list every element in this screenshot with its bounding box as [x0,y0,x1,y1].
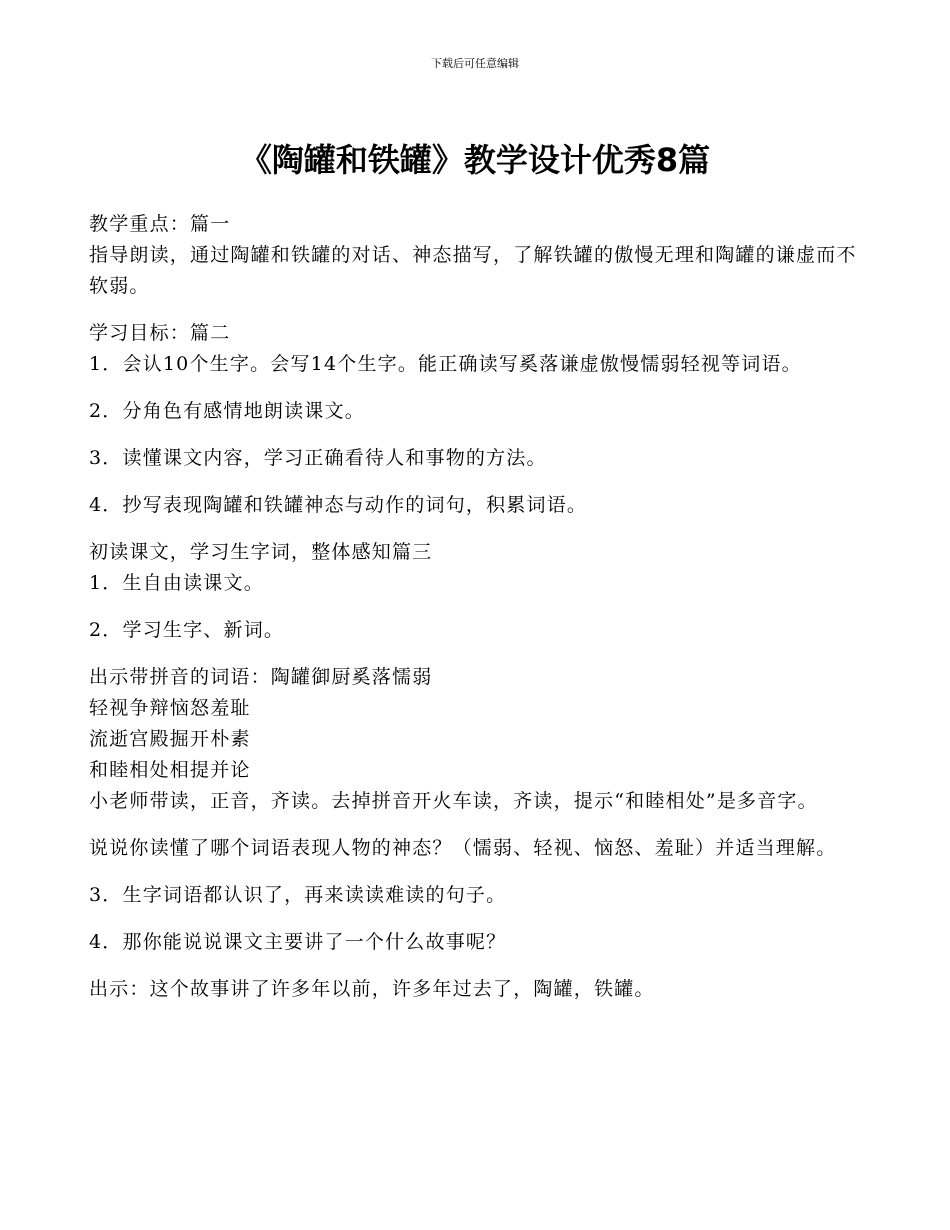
paragraph: 出示：这个故事讲了许多年以前，许多年过去了，陶罐，铁罐。 [89,978,655,1000]
list-item-text: 2．分角色有感情地朗读课文。 [89,400,365,422]
paragraph: 说说你读懂了哪个词语表现人物的神态？（懦弱、轻视、恼怒、羞耻）并适当理解。 [89,837,837,859]
list-item [89,927,859,958]
question-paragraph [89,833,859,864]
vocabulary-block [89,662,859,817]
section-heading: 初读课文，学习生字词，整体感知篇三 [89,541,433,563]
list-item [89,615,859,646]
section-heading: 教学重点：篇一 [89,213,231,235]
header-note: 下载后可任意编辑 [431,57,519,70]
list-item: 1．会认10个生字。会写14个生字。能正确读写奚落谦虚傲慢懦弱轻视等词语。 [89,353,802,375]
list-item [89,880,859,911]
section-heading: 学习目标：篇二 [89,322,231,344]
section-first-reading [89,537,859,599]
document-title: 《陶罐和铁罐》教学设计优秀8篇 [239,141,711,179]
list-item [89,396,859,427]
list-item-text: 2．学习生字、新词。 [89,619,285,641]
list-item [89,443,859,474]
paragraph: 小老师带读，正音，齐读。去掉拼音开火车读，齐读，提示“和睦相处”是多音字。 [89,790,818,812]
list-item-text: 3．生字词语都认识了，再来读读难读的句子。 [89,884,507,906]
section-learning-goals [89,318,859,380]
paragraph: 指导朗读，通过陶罐和铁罐的对话、神态描写，了解铁罐的傲慢无理和陶罐的谦虚而不软弱。 [89,244,857,297]
vocabulary-line: 出示带拼音的词语：陶罐御厨奚落懦弱 [89,666,433,688]
list-item-text: 3．读懂课文内容，学习正确看待人和事物的方法。 [89,447,547,469]
list-item-text: 4．抄写表现陶罐和铁罐神态与动作的词句，积累词语。 [89,494,588,516]
show-paragraph [89,974,859,1005]
list-item [89,490,859,521]
vocabulary-line: 和睦相处相提并论 [89,759,251,781]
list-item: 1．生自由读课文。 [89,572,264,594]
section-teaching-focus [89,209,859,302]
list-item-text: 4．那你能说说课文主要讲了一个什么故事呢？ [89,931,507,953]
vocabulary-line: 流逝宫殿掘开朴素 [89,728,251,750]
vocabulary-line: 轻视争辩恼怒羞耻 [89,697,251,719]
document-body [89,209,859,1021]
